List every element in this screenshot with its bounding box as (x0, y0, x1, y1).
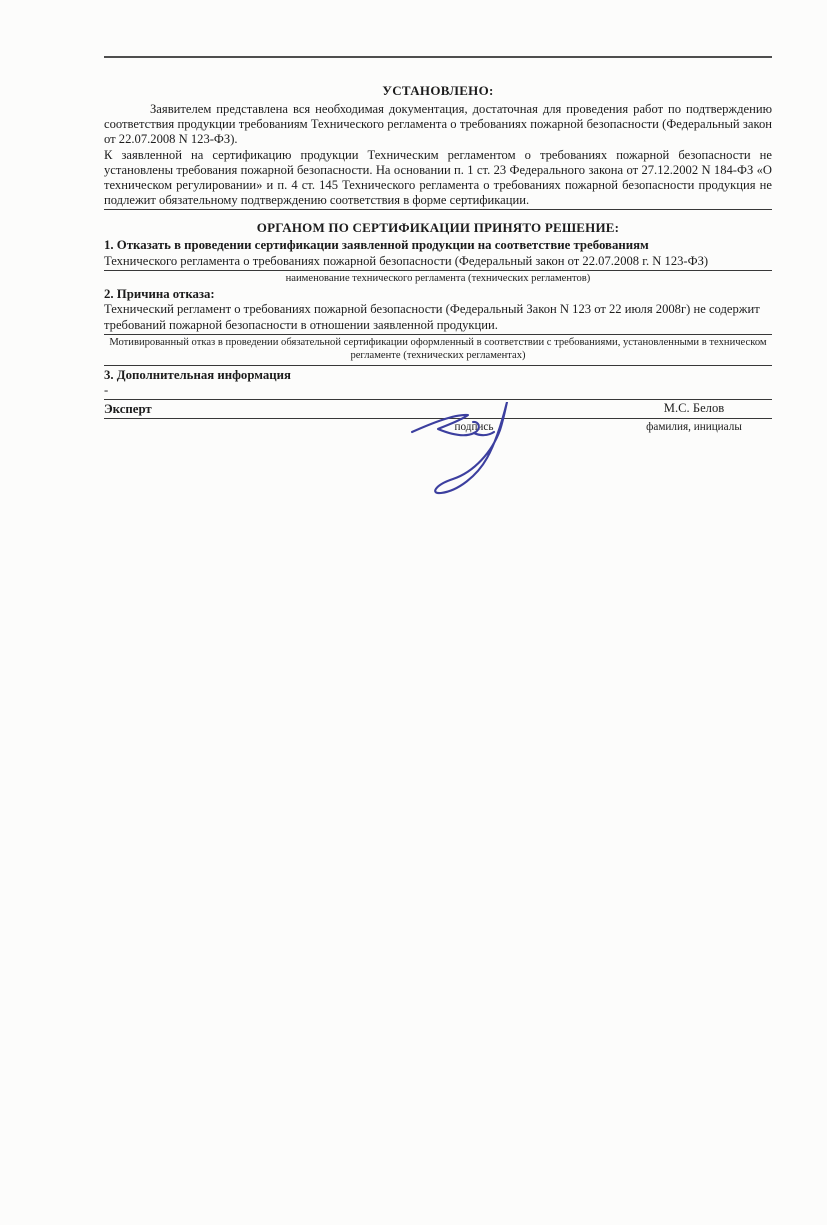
expert-role-label: Эксперт (104, 402, 152, 417)
established-heading: УСТАНОВЛЕНО: (382, 83, 494, 98)
signature-caption: подпись (454, 421, 494, 434)
document-sheet (104, 56, 772, 437)
decision-item-1-title: 1. Отказать в проведении сертификации заявленной продукции на соответствие требованиям (104, 238, 649, 253)
decision-item-3-title: 3. Дополнительная информация (104, 368, 291, 383)
decision-item-2-caption: Мотивированный отказ в проведении обязательной сертификации оформленный в соответствии с требованиями, установленными в техническом регламенте (технических регламентах) (104, 336, 772, 366)
signature-captions-row (104, 421, 772, 437)
decision-heading: ОРГАНОМ ПО СЕРТИФИКАЦИИ ПРИНЯТО РЕШЕНИЕ: (256, 220, 620, 236)
established-paragraph-2: К заявленной на сертификацию продукции Техническим регламентом о требованиях пожарной безопасности не установлены требования пожарной безопасности. На основании п. 1 ст. 23 Федерального закона от 27.12.2002 N 184-ФЗ «О техническом регулировании» и п. 4 ст. 145 Технического регламента о требованиях пожарной безопасности продукция не подлежит обязательному подтверждению соответствия в форме сертификации. (104, 148, 772, 211)
established-paragraph-1: Заявителем представлена вся необходимая документация, достаточная для проведения работ по подтверждению соответствия продукции требованиям Технического регламента о требованиях пожарной безопасности (Федеральный закон от 22.07.2008 N 123-ФЗ). (104, 102, 772, 147)
decision-item-2-value: Технический регламент о требованиях пожарной безопасности (Федеральный Закон N 123 от 22 июля 2008г) не содержит требований пожарной безопасности в отношении заявленной продукции. (104, 302, 772, 335)
expert-name: М.С. Белов (663, 401, 725, 416)
name-caption: фамилия, инициалы (646, 421, 742, 434)
decision-item-2-title: 2. Причина отказа: (104, 287, 215, 302)
top-rule (104, 56, 772, 58)
signature-row (104, 401, 772, 419)
decision-item-3-value: - (104, 383, 772, 400)
decision-item-1-value: Технического регламента о требованиях пожарной безопасности (Федеральный закон от 22.07.2008 г. N 123-ФЗ) (104, 254, 772, 271)
scanned-document-page (0, 56, 827, 1225)
decision-item-1-caption: наименование технического регламента (технических регламентов) (285, 273, 591, 285)
